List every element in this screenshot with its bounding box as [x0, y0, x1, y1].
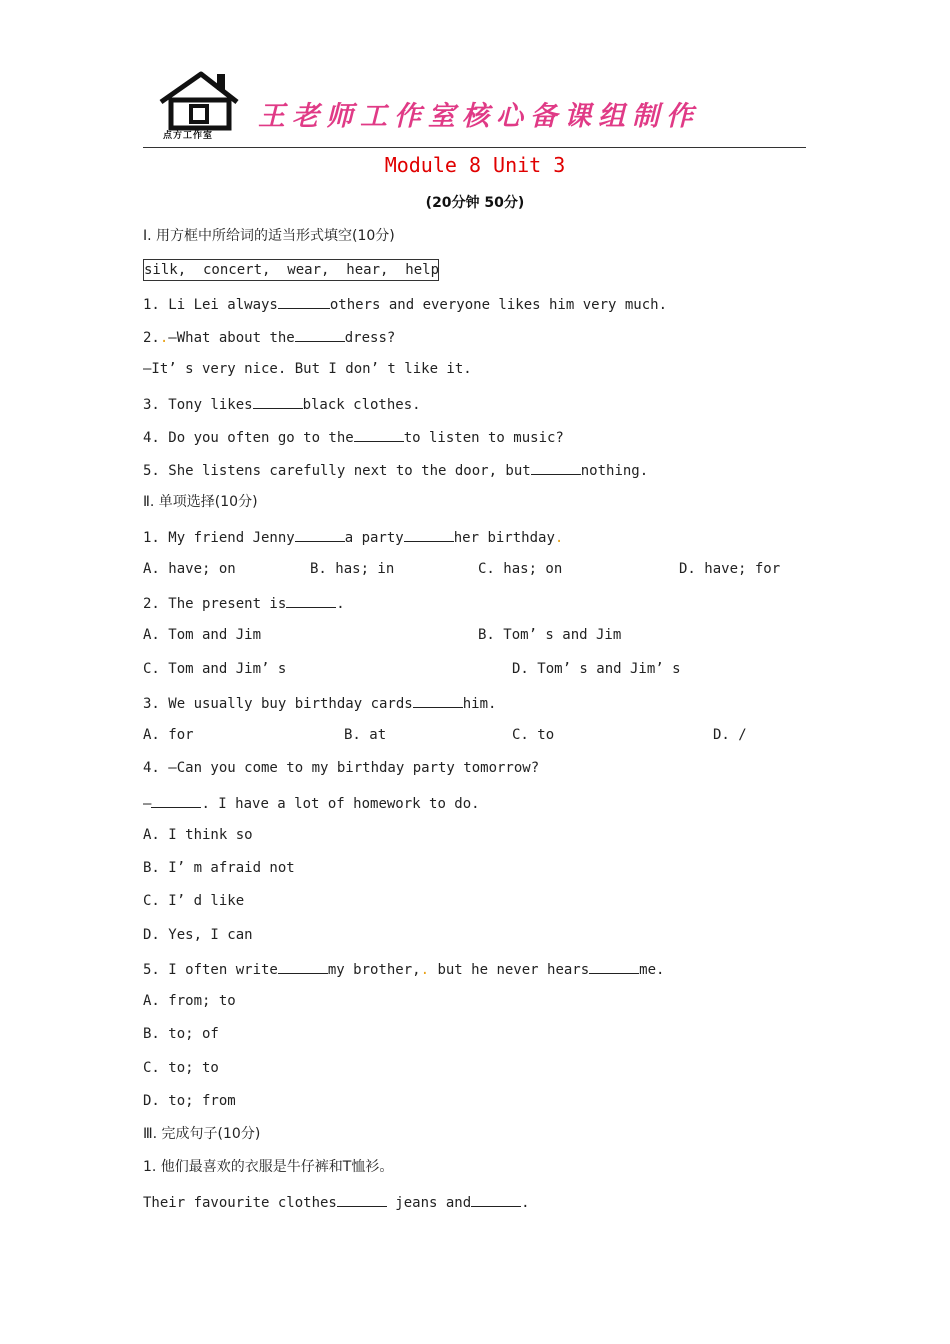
- s1-question-2: 2..—What about the dress?: [143, 327, 395, 347]
- section1-heading: Ⅰ. 用方框中所给词的适当形式填空(10分): [143, 228, 395, 244]
- s2-q1-option-c[interactable]: C. has; on: [478, 561, 563, 577]
- s2-q4-option-d[interactable]: D. Yes, I can: [143, 927, 253, 943]
- s2-q3-option-c[interactable]: C. to: [512, 727, 555, 743]
- s2-q2-option-d[interactable]: D. Tom’ s and Jim’ s: [512, 661, 681, 677]
- s2-question-3: 3. We usually buy birthday cards him.: [143, 693, 496, 713]
- time-score: (20分钟 50分): [425, 195, 525, 211]
- blank[interactable]: [531, 460, 581, 475]
- page-title: Module 8 Unit 3: [384, 153, 566, 177]
- s2-q3-option-a[interactable]: A. for: [143, 727, 194, 743]
- blank[interactable]: [151, 793, 201, 808]
- blank[interactable]: [471, 1192, 521, 1207]
- blank[interactable]: [295, 327, 345, 342]
- studio-banner: 王老师工作室核心备课组制作: [258, 101, 700, 132]
- s3-question-1-chinese: 1. 他们最喜欢的衣服是牛仔裤和T恤衫。: [143, 1159, 394, 1175]
- s2-q2-option-c[interactable]: C. Tom and Jim’ s: [143, 661, 287, 677]
- s2-question-4-reply: — . I have a lot of homework to do.: [143, 793, 480, 813]
- s2-question-1: 1. My friend Jenny a party her birthday.: [143, 527, 563, 547]
- section3-heading: Ⅲ. 完成句子(10分): [143, 1126, 261, 1142]
- logo-caption: 点方工作室: [163, 131, 214, 141]
- s2-q3-option-b[interactable]: B. at: [344, 727, 387, 743]
- s1-question-4: 4. Do you often go to the to listen to music?: [143, 427, 564, 447]
- s2-q5-option-d[interactable]: D. to; from: [143, 1093, 236, 1109]
- blank[interactable]: [354, 427, 404, 442]
- blank[interactable]: [286, 593, 336, 608]
- s2-q5-option-a[interactable]: A. from; to: [143, 993, 236, 1009]
- s2-q2-option-a[interactable]: A. Tom and Jim: [143, 627, 262, 643]
- blank[interactable]: [404, 527, 454, 542]
- s2-q4-option-a[interactable]: A. I think so: [143, 827, 253, 843]
- s1-question-3: 3. Tony likes black clothes.: [143, 394, 421, 414]
- s2-q1-option-a[interactable]: A. have; on: [143, 561, 236, 577]
- s2-q1-option-d[interactable]: D. have; for: [679, 561, 781, 577]
- s1-question-5: 5. She listens carefully next to the door, but nothing.: [143, 460, 648, 480]
- s2-question-2: 2. The present is .: [143, 593, 345, 613]
- s2-q3-option-d[interactable]: D. /: [713, 727, 747, 743]
- blank[interactable]: [413, 693, 463, 708]
- s3-question-1-english: Their favourite clothes jeans and .: [143, 1192, 530, 1212]
- blank[interactable]: [295, 527, 345, 542]
- s2-q4-option-c[interactable]: C. I’ d like: [143, 893, 245, 909]
- s2-question-5: 5. I often write my brother,. but he never hears me.: [143, 959, 664, 979]
- s1-question-1: 1. Li Lei always others and everyone likes him very much.: [143, 294, 667, 314]
- s2-q4-option-b[interactable]: B. I’ m afraid not: [143, 860, 295, 876]
- s1-question-2-reply: —It’ s very nice. But I don’ t like it.: [143, 361, 472, 377]
- s2-q5-option-c[interactable]: C. to; to: [143, 1060, 219, 1076]
- blank[interactable]: [278, 959, 328, 974]
- section2-heading: Ⅱ. 单项选择(10分): [143, 494, 258, 510]
- page-header: [143, 64, 806, 150]
- blank[interactable]: [589, 959, 639, 974]
- header-rule: [143, 147, 806, 148]
- s2-q1-option-b[interactable]: B. has; in: [310, 561, 395, 577]
- s2-q2-option-b[interactable]: B. Tom’ s and Jim: [478, 627, 622, 643]
- word-box: silk, concert, wear, hear, help: [143, 259, 439, 281]
- s2-question-4: 4. —Can you come to my birthday party tomorrow?: [143, 760, 540, 776]
- blank[interactable]: [253, 394, 303, 409]
- blank[interactable]: [278, 294, 330, 309]
- blank[interactable]: [337, 1192, 387, 1207]
- s2-q5-option-b[interactable]: B. to; of: [143, 1026, 219, 1042]
